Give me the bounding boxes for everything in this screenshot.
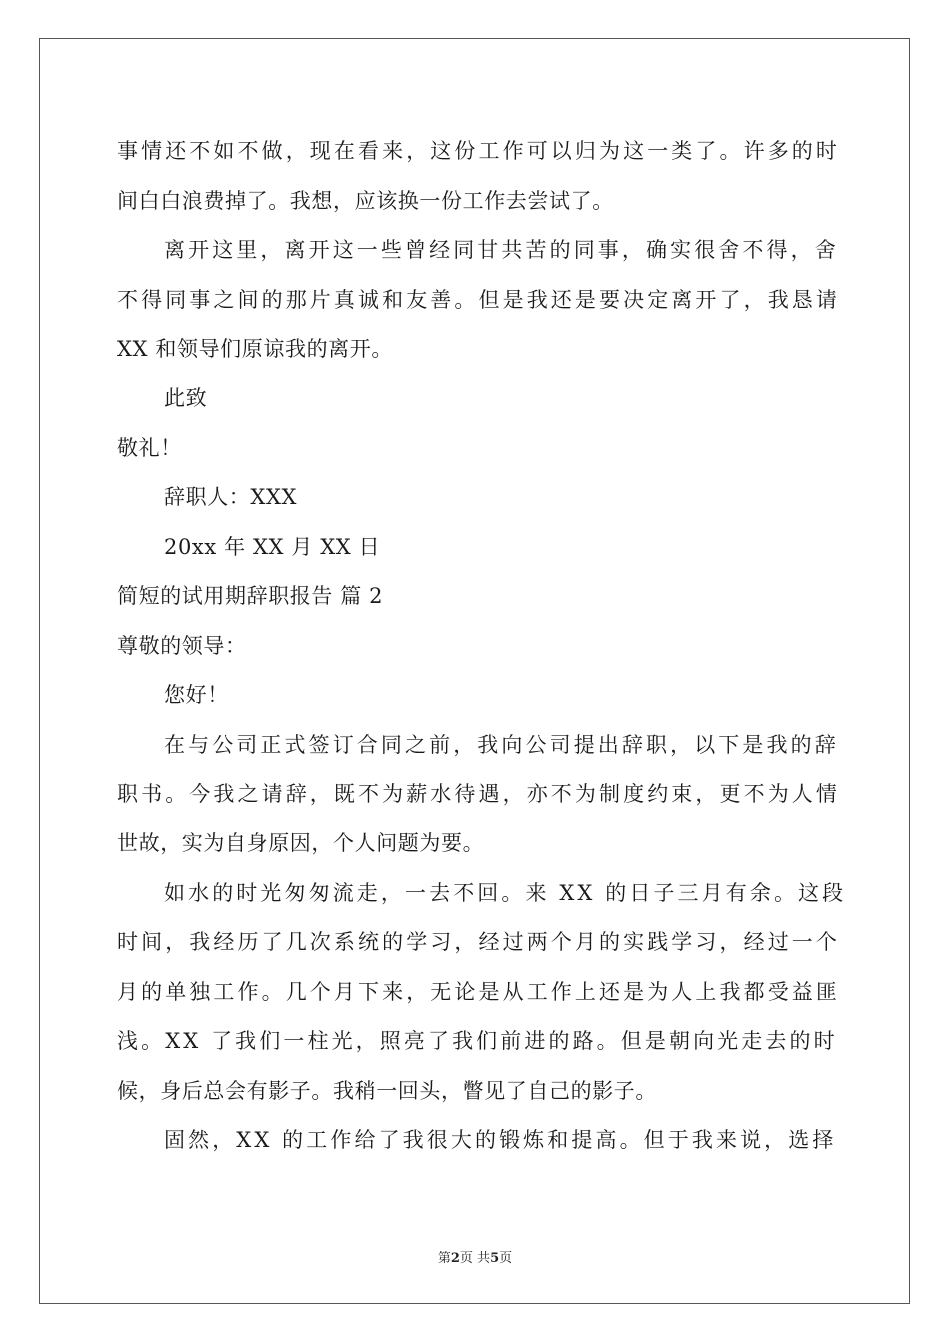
footer-prefix: 第 — [437, 1251, 451, 1266]
text-line: 职书。今我之请辞，既不为薪水待遇，亦不为制度约束，更不为人情 — [117, 782, 840, 806]
text-line: 固然，XX 的工作给了我很大的锻炼和提高。但于我来说，选择 — [164, 1128, 837, 1152]
date: 20xx 年 XX 月 XX 日 — [164, 535, 381, 559]
text-line: 事情还不如不做，现在看来，这份工作可以归为这一类了。许多的时 — [117, 139, 840, 163]
text-line: 时间，我经历了几次系统的学习，经过两个月的实践学习，经过一个 — [117, 930, 840, 954]
text-line: 世故，实为自身原因，个人问题为要。 — [117, 831, 485, 855]
page-border — [39, 38, 910, 1304]
greeting: 您好！ — [164, 683, 229, 707]
text-line: 间白白浪费掉了。我想，应该换一份工作去尝试了。 — [117, 189, 614, 213]
text-line: 离开这里，离开这一些曾经同甘共苦的同事，确实很舍不得，舍 — [164, 238, 839, 262]
text-line: 在与公司正式签订合同之前，我向公司提出辞职，以下是我的辞 — [164, 733, 839, 757]
closing-cizhi: 此致 — [164, 386, 208, 410]
text-line: 浅。XX 了我们一柱光，照亮了我们前进的路。但是朝向光走去的时 — [117, 1029, 838, 1053]
text-line: 候，身后总会有影子。我稍一回头，瞥见了自己的影子。 — [117, 1079, 657, 1103]
text-line: 月的单独工作。几个月下来，无论是从工作上还是为人上我都受益匪 — [117, 980, 840, 1004]
current-page-number: 2 — [450, 1251, 460, 1266]
text-line: 不得同事之间的那片真诚和友善。但是我还是要决定离开了，我恳请 — [117, 288, 840, 312]
text-line: 如水的时光匆匆流走，一去不回。来 XX 的日子三月有余。这段 — [164, 881, 847, 905]
closing-jingli: 敬礼！ — [117, 436, 182, 460]
footer-suffix: 页 — [499, 1251, 513, 1266]
salutation: 尊敬的领导： — [117, 634, 247, 658]
footer-mid: 页 共 — [459, 1251, 491, 1266]
total-page-number: 5 — [490, 1251, 500, 1266]
signer: 辞职人：XXX — [164, 485, 298, 509]
section-title: 简短的试用期辞职报告 篇 2 — [117, 584, 384, 608]
text-line: XX 和领导们原谅我的离开。 — [117, 337, 393, 361]
page-footer — [0, 1247, 950, 1266]
